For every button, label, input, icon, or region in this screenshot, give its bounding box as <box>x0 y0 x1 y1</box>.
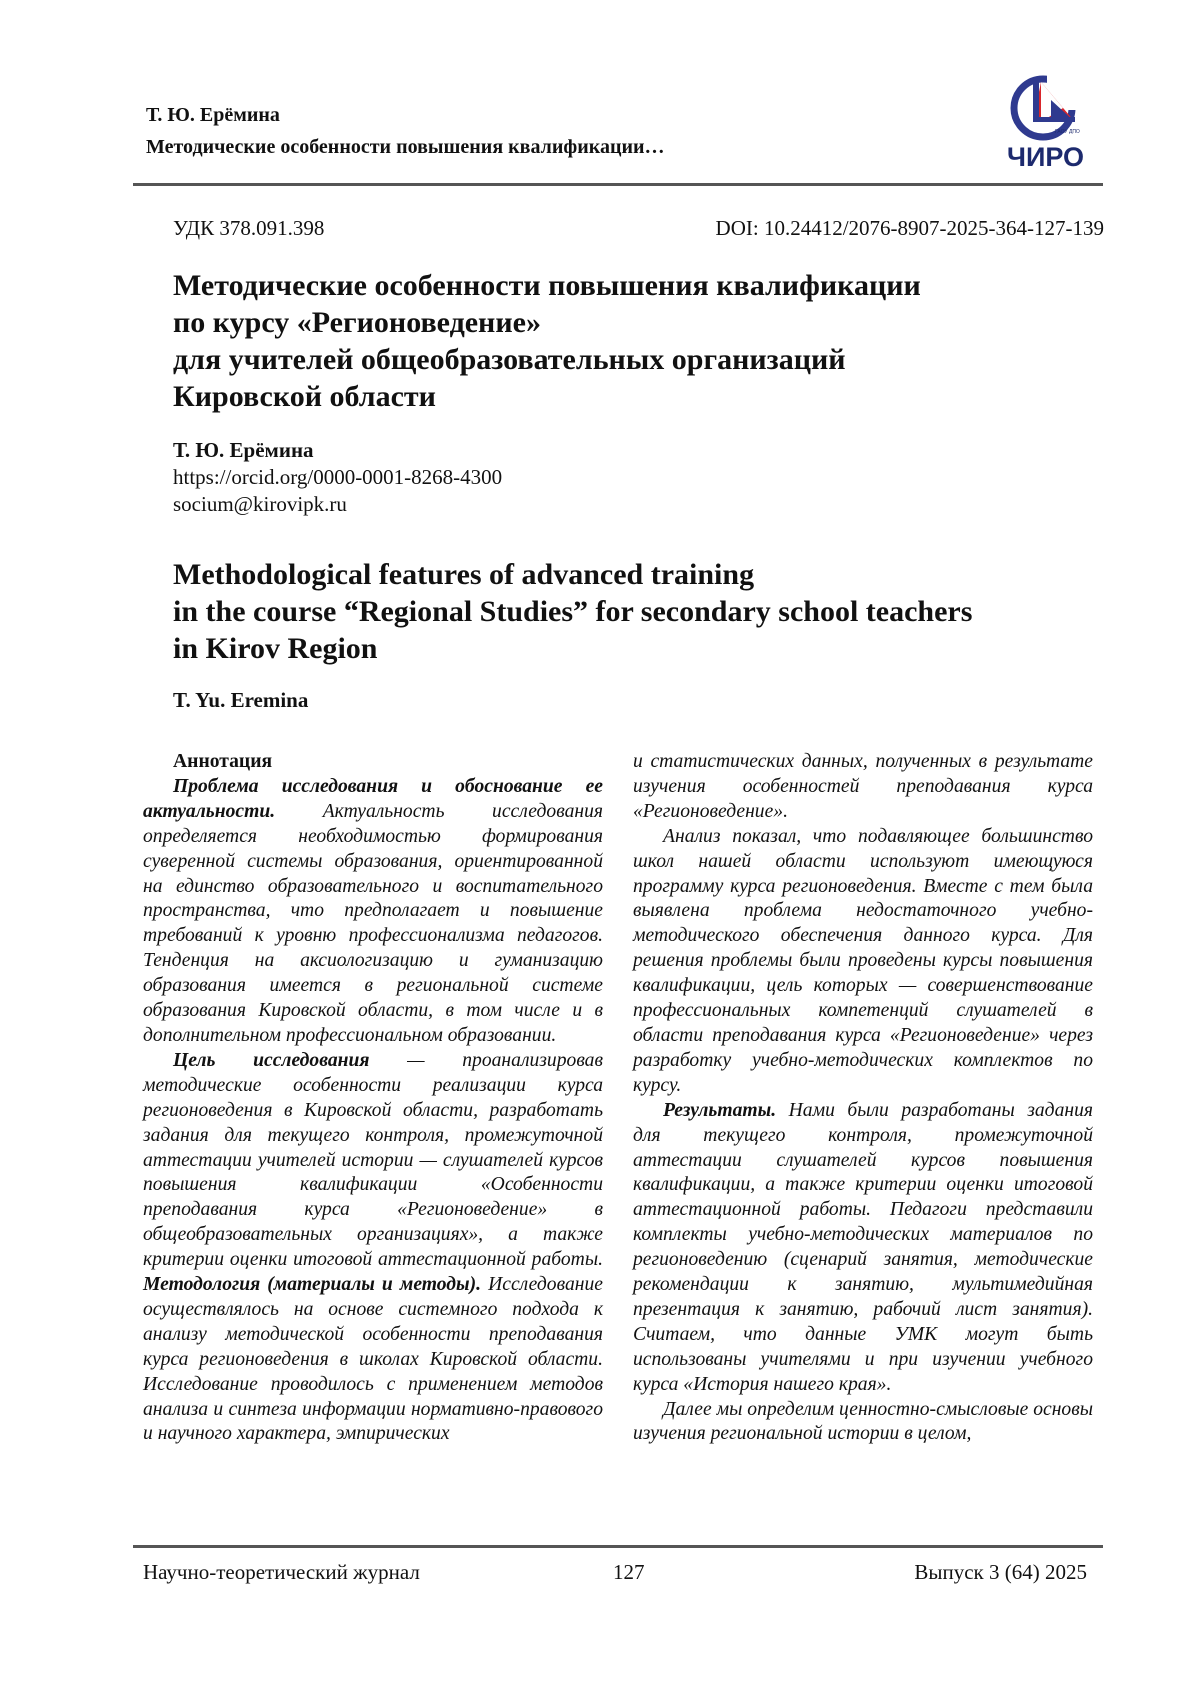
footer-issue: Выпуск 3 (64) 2025 <box>914 1560 1087 1584</box>
title-ru-line: по курсу «Регионоведение» <box>173 306 541 339</box>
abstract-paragraph: Анализ показал, что подавляющее большинство школ нашей области используют имеющуюся программу курса регионоведения. Вместе с тем была выявлена проблема недостаточного учебно-методического обеспечения данного курса. Для решения проблемы были проведены курсы повышения квалификации, цель которых — совершенствование профессиональных компетенций слушателей в области преподавания курса «Регионоведение» через разработку учебно-методических комплектов по курсу. <box>633 825 1093 1096</box>
abstract-paragraph-cont: и статистических данных, полученных в результате изучения особенностей преподавания курса «Регионоведение». <box>633 751 1093 822</box>
abstract-text: — проанализировав методические особенности реализации курса регионоведения в Кировской области, разработать задания для текущего контроля, промежуточной аттестации учителей истории — слушателей курсов повышения квалификации «Особенности преподавания курса «Регионоведение» в общеобразовательных организациях», а также критерии оценки итоговой аттестационной работы. <box>143 1049 603 1271</box>
title-en-line: Methodological features of advanced training <box>173 558 755 591</box>
abstract-column-left <box>143 750 603 1447</box>
abstract-paragraph: Далее мы определим ценностно-смысловые основы изучения региональной истории в целом, <box>633 1398 1093 1445</box>
chiro-logo-icon <box>1003 70 1103 170</box>
running-header-author: Т. Ю. Ерёмина <box>146 104 280 126</box>
header-rule <box>133 183 1103 186</box>
running-header-title: Методические особенности повышения квалификации… <box>146 136 665 158</box>
title-ru-line: для учителей общеобразовательных организаций <box>173 343 846 376</box>
abstract-heading: Аннотация <box>173 751 273 772</box>
svg-text:ЧИРО: ЧИРО <box>1007 142 1085 170</box>
doi: DOI: 10.24412/2076-8907-2025-364-127-139 <box>715 216 1104 240</box>
abstract-text: Актуальность исследования определяется необходимостью формирования суверенной системы образования, ориентированной на единство образовательного и воспитательного пространства, что предполагает и повышение требований к уровню профессионализма педагогов. Тенденция на аксиологизацию и гуманизацию образования имеется в региональной системе образования Кировской области, в том числе и в дополнительном профессиональном образовании. <box>143 800 603 1046</box>
author-email-link[interactable]: socium@kirovipk.ru <box>173 492 347 516</box>
author-name-en: T. Yu. Eremina <box>173 688 309 712</box>
abstract-column-right <box>633 750 1093 1447</box>
svg-text:ГАОУ ДПО: ГАОУ ДПО <box>1055 129 1080 135</box>
title-ru-line: Кировской области <box>173 380 436 413</box>
abstract-paragraph <box>143 775 603 1049</box>
udk-code: УДК 378.091.398 <box>173 216 325 240</box>
abstract-label-results: Результаты. <box>663 1099 777 1121</box>
footer-page-number: 127 <box>613 1560 645 1584</box>
abstract-paragraph <box>143 1049 603 1448</box>
title-en-line: in the course “Regional Studies” for secondary school teachers <box>173 595 973 628</box>
abstract-label-methodology: Методология (материалы и методы). <box>143 1274 482 1296</box>
abstract-text: Исследование осуществлялось на основе системного подхода к анализу методической особенности преподавания курса регионоведения в школах Кировской области. Исследование проводилось с применением методов анализа и синтеза информации нормативно-правового и научного характера, эмпирических <box>143 1274 603 1445</box>
author-name-ru: Т. Ю. Ерёмина <box>173 438 314 462</box>
chiro-logo <box>1003 70 1103 170</box>
title-en-line: in Kirov Region <box>173 632 378 665</box>
abstract-label-goal: Цель исследования <box>173 1049 370 1071</box>
abstract-text: Нами были разработаны задания для текущего контроля, промежуточной аттестации слушателей курсов повышения квалификации, а также критерии оценки итоговой аттестационной работы. Педагоги представили комплекты учебно-методических материалов по регионоведению (сценарий занятия, методические рекомендации к занятию, мультимедийная презентация к занятию, рабочий лист занятия). Считаем, что данные УМК могут быть использованы учителями и при изучении учебного курса «История нашего края». <box>633 1099 1093 1395</box>
article-title-en <box>173 556 1073 667</box>
title-ru-line: Методические особенности повышения квалификации <box>173 269 921 302</box>
footer-journal: Научно-теоретический журнал <box>143 1560 420 1584</box>
abstract-label-problem: Проблема исследования и обоснование ее актуальности. <box>143 775 603 822</box>
author-orcid-link[interactable]: https://orcid.org/0000-0001-8268-4300 <box>173 465 503 489</box>
article-title-ru <box>173 267 1073 415</box>
abstract-paragraph <box>633 1099 1093 1398</box>
footer-rule <box>133 1545 1103 1548</box>
